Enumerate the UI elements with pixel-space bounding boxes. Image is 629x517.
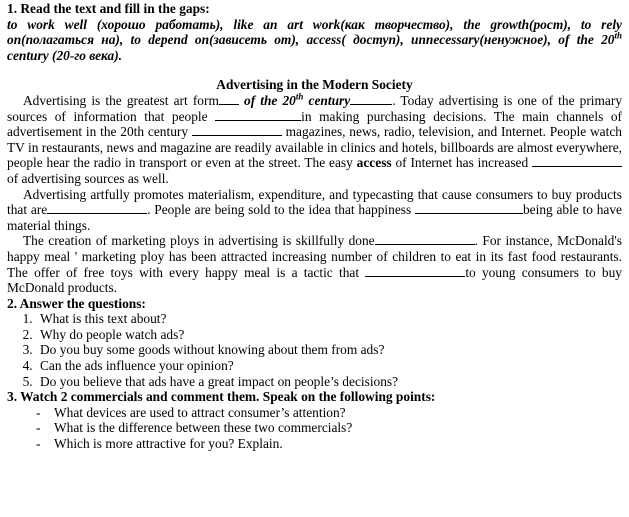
dash-bullet: - — [36, 420, 41, 436]
point-text: Which is more attractive for you? Explain. — [54, 436, 283, 452]
p3-text-3: to young consumers to buy McDonald products. — [7, 264, 622, 296]
p3-text-2: . For instance, McDonald's happy meal ' marketing ploy has been attracted increasing number of children to eat in its fast food restaurants. The offer of free toys with every happy meal is a tactic that — [7, 233, 622, 280]
task1-heading: 1. Read the text and fill in the gaps: — [7, 1, 210, 16]
blank-2[interactable] — [350, 93, 392, 105]
blank-6[interactable] — [47, 202, 147, 214]
blank-1[interactable] — [219, 93, 239, 105]
question-item: 5. Do you believe that ads have a great impact on people’s decisions? — [36, 374, 622, 390]
point-item — [36, 436, 622, 452]
point-text: What is the difference between these two commercials? — [54, 420, 353, 436]
dash-bullet: - — [36, 436, 41, 452]
word-bank-end: century (20-го века). — [7, 47, 123, 63]
article-title: Advertising in the Modern Society — [216, 77, 413, 93]
blank-8[interactable] — [375, 233, 475, 245]
p1-bold-a: of the 20 — [244, 92, 296, 108]
task2-heading: 2. Answer the questions: — [7, 295, 146, 311]
blank-4[interactable] — [192, 124, 282, 136]
word-bank-sup: th — [614, 30, 622, 41]
blank-7[interactable] — [415, 202, 523, 214]
p1-text-1: Advertising is the greatest art form — [23, 92, 219, 108]
p1-bold-b: century — [303, 92, 351, 108]
article-paragraph-2 — [7, 187, 622, 234]
p2-text-2: . People are being sold to the idea that happiness — [147, 202, 415, 218]
p2-text-3: being able to have material things. — [7, 202, 622, 233]
word-bank — [7, 17, 622, 64]
questions-list — [7, 311, 622, 389]
word-bank-text: to work well (хорошо работать), like an art work(как творчество), the growth(рост), to rely on(полагаться на), to depend on(зависеть от), access( доступ), unnecessary(ненужное), of the 20 — [7, 16, 622, 48]
article-paragraph-1 — [7, 93, 622, 187]
point-text: What devices are used to attract consumer’s attention? — [54, 404, 346, 420]
p2-text-1: Advertising artfully promotes materialism, expenditure, and typecasting that cause consumers to buy products that are — [7, 186, 622, 218]
p1-text-6: of advertising sources as well. — [7, 170, 169, 186]
p1-text-3: in making purchasing decisions. The main channels of advertisement in the 20th century — [7, 108, 623, 140]
dash-bullet: - — [36, 404, 41, 420]
blank-9[interactable] — [365, 265, 465, 277]
question-item: 2. Why do people watch ads? — [36, 327, 622, 343]
task3-heading: 3. Watch 2 commercials and comment them. Speak on the following points: — [7, 389, 436, 405]
blank-3[interactable] — [215, 109, 301, 121]
p1-text-2: . Today advertising is one of the primary sources of information that people — [7, 92, 623, 124]
p1-bold-access: access — [356, 155, 392, 171]
point-item — [36, 420, 622, 436]
point-item — [36, 405, 622, 421]
p1-text-4: magazines, news, radio, television, and Internet. People watch TV in restaurants, news and magazine are readily available in clinics and hotels, billboards are almost everywhere, people hear the radio in transport or even at the street. The easy — [7, 124, 622, 171]
p1-bold-sup: th — [295, 91, 304, 102]
p3-text-1: The creation of marketing ploys in advertising is skillfully done — [23, 233, 375, 249]
question-item: 1. What is this text about? — [36, 311, 622, 327]
discussion-points — [7, 405, 622, 452]
p1-bold-phrase — [244, 93, 350, 108]
question-item: 3. Do you buy some goods without knowing about them from ads? — [36, 342, 622, 358]
p1-text-5: of Internet has increased — [391, 155, 533, 171]
blank-5[interactable] — [532, 155, 622, 167]
article-paragraph-3 — [7, 233, 622, 295]
question-item: 4. Can the ads influence your opinion? — [36, 358, 622, 374]
